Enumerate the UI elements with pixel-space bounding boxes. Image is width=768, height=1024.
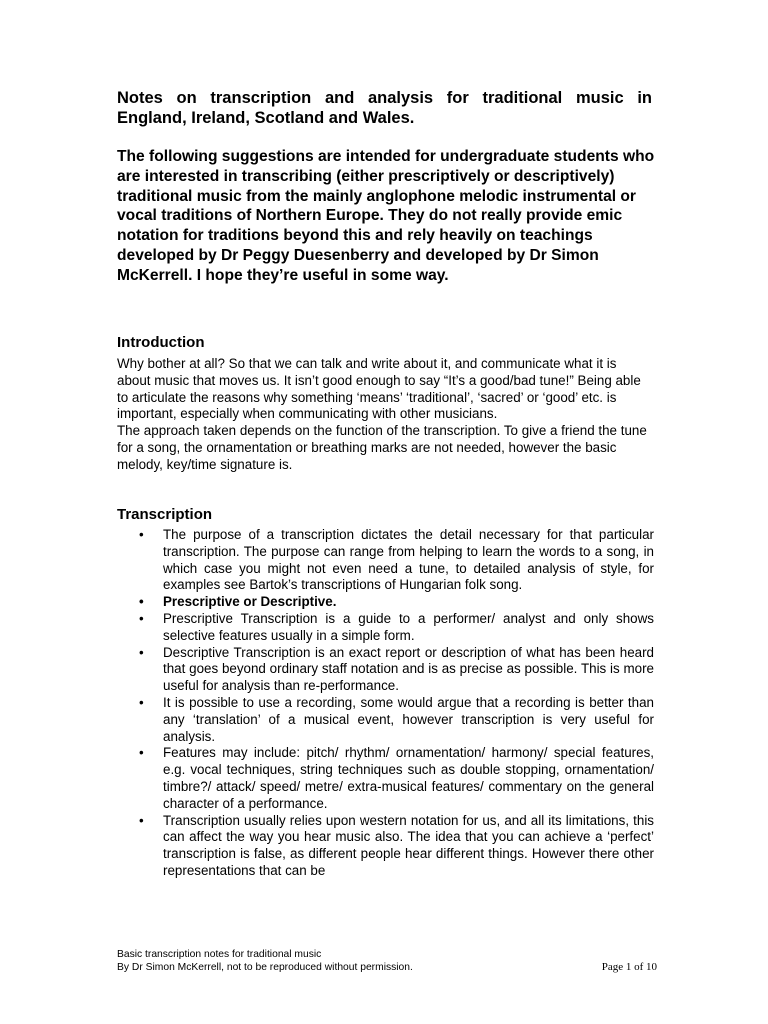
bullet-icon: • [139,610,144,626]
list-item: • It is possible to use a recording, some would argue that a recording is better than any ‘translation’ of a musical event, however transcription is very useful for analysis. [139,694,654,744]
list-item: • The purpose of a transcription dictates the detail necessary for that particular transcription. The purpose can range from helping to learn the words to a song, in which case you might not even need a tune, to detailed analysis of style, for examples see Bartok’s transcriptions of Hungarian folk song. [139,527,654,593]
list-item: • Prescriptive or Descriptive. [139,594,337,610]
introduction-body [117,356,647,474]
bullet-icon: • [139,594,144,610]
list-item: • Transcription usually relies upon western notation for us, and all its limitations, this can affect the way you hear music also. The idea that you can achieve a ‘perfect’ transcription is false, as different people hear different things. However there other representations that can be [139,812,654,878]
list-item: • Prescriptive Transcription is a guide to a performer/ analyst and only shows selective features usually in a simple form. [139,610,654,643]
footer-line: Basic transcription notes for traditional music [117,949,322,960]
bullet-icon: • [139,812,144,828]
lead-paragraph: The following suggestions are intended for undergraduate students who are interested in transcribing (either prescriptively or descriptively) traditional music from the mainly anglophone melodic instrumental or vocal traditions of Northern Europe. They do not really provide emic notation for traditions beyond this and rely heavily on teachings developed by Dr Peggy Duesenberry and developed by Dr Simon McKerrell. I hope they’re useful in some way. [117,148,655,284]
document-title: Notes on transcription and analysis for traditional music in England, Ireland, Scotland and Wales. [117,89,652,127]
page-number: Page 1 of 10 [601,961,657,973]
introduction-paragraph: Why bother at all? So that we can talk and write about it, and communicate what it is about music that moves us. It isn’t good enough to say “It’s a good/bad tune!” Being able to articulate the reasons why something ‘means’ ‘traditional’, ‘sacred’ or ‘good’ etc. is important, especially when communicating with other musicians. [117,356,641,422]
bullet-icon: • [139,745,144,761]
list-item: • Features may include: pitch/ rhythm/ ornamentation/ harmony/ special features, e.g. vocal techniques, string techniques such as double stopping, ornamentation/ timbre?/ attack/ speed/ metre/ extra-musical features/ commentary on the general character of a performance. [139,745,654,811]
list-item: • Descriptive Transcription is an exact report or description of what has been heard that goes beyond ordinary staff notation and is as precise as possible. This is more useful for analysis than re-performance. [139,644,654,694]
footer-line: By Dr Simon McKerrell, not to be reproduced without permission. [117,962,413,973]
bullet-icon: • [139,644,144,660]
introduction-heading: Introduction [117,334,205,351]
bullet-icon: • [139,694,144,710]
transcription-bullet-list [117,527,654,880]
transcription-heading: Transcription [117,506,213,523]
bullet-icon: • [139,527,144,542]
page-footer [117,948,657,974]
introduction-paragraph: The approach taken depends on the function of the transcription. To give a friend the tune for a song, the ornamentation or breathing marks are not needed, however the basic melody, key/time signature is. [117,423,647,472]
